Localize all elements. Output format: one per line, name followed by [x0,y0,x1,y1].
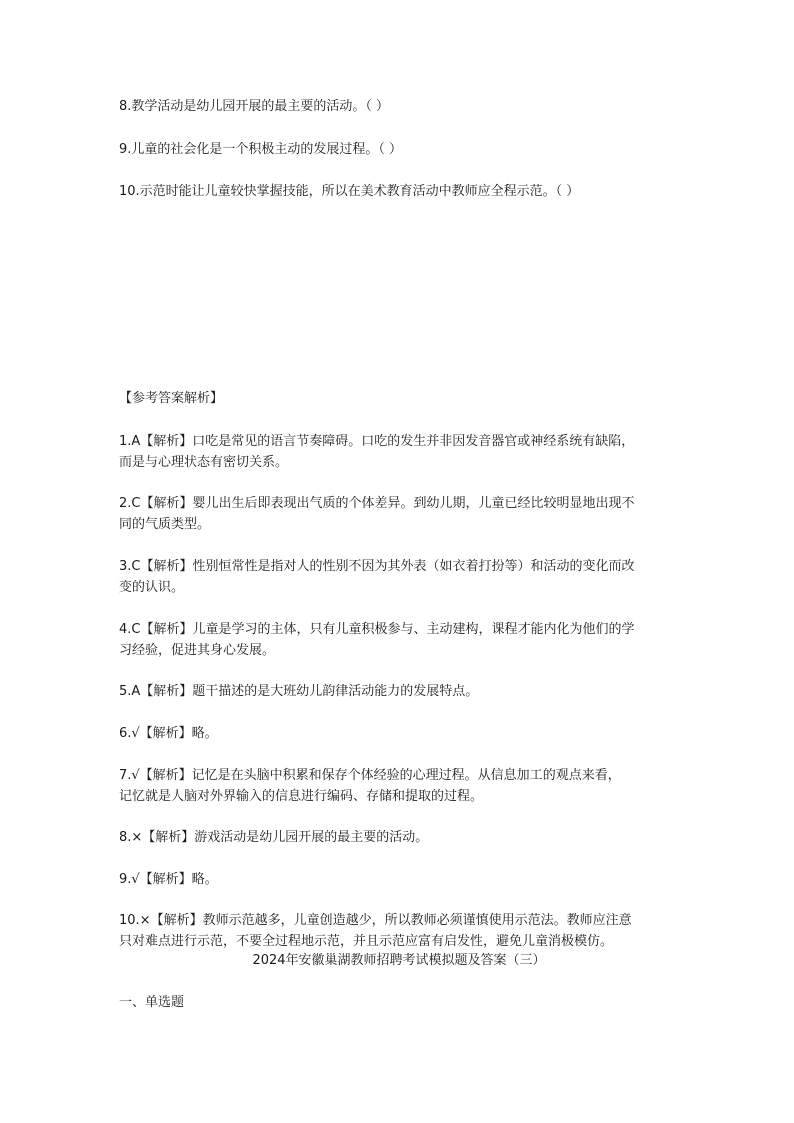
answer-10 [119,910,679,952]
answer-2 [119,493,679,535]
answer-7 [119,765,679,807]
answers-heading: 【参考答案解析】 [119,391,224,406]
answer-10-line-2: 只对难点进行示范，不要全过程地示范，并且示范应富有启发性，避免儿童消极模仿。 [119,934,614,949]
answer-4-line-2: 习经验，促进其身心发展。 [119,643,276,658]
answer-3 [119,556,679,598]
answer-7-line-2: 记忆就是人脑对外界输入的信息进行编码、存储和提取的过程。 [119,789,484,804]
answer-1-line-2: 而是与心理状态有密切关系。 [119,455,289,470]
answer-10-line-1: 10.×【解析】教师示范越多，儿童创造越少，所以教师必须谨慎使用示范法。教师应注意 [119,913,632,928]
answer-6: 6.√【解析】略。 [119,726,218,741]
answer-4 [119,619,679,661]
answer-9: 9.√【解析】略。 [119,872,218,887]
answer-7-line-1: 7.√【解析】记忆是在头脑中积累和保存个体经验的心理过程。从信息加工的观点来看， [119,768,621,783]
answer-1 [119,431,679,473]
answer-3-line-2: 变的认识。 [119,580,185,595]
answer-3-line-1: 3.C【解析】性别恒常性是指对人的性别不因为其外表（如衣着打扮等）和活动的变化而改 [119,559,635,574]
answer-2-line-1: 2.C【解析】婴儿出生后即表现出气质的个体差异。到幼儿期，儿童已经比较明显地出现不 [119,496,635,511]
section-subheading: 一、单选题 [119,995,185,1010]
answer-4-line-1: 4.C【解析】儿童是学习的主体，只有儿童积极参与、主动建构，课程才能内化为他们的学 [119,622,635,637]
answer-2-line-2: 同的气质类型。 [119,517,211,532]
answer-1-line-1: 1.A【解析】口吃是常见的语言节奏障碍。口吃的发生并非因发音器官或神经系统有缺陷， [119,434,635,449]
answer-8: 8.×【解析】游戏活动是幼儿园开展的最主要的活动。 [119,830,429,845]
next-section-title: 2024年安徽巢湖教师招聘考试模拟题及答案（三） [252,953,546,968]
question-8: 8.教学活动是幼儿园开展的最主要的活动。（ ） [119,99,390,114]
answer-5: 5.A【解析】题干描述的是大班幼儿韵律活动能力的发展特点。 [119,684,479,699]
question-9: 9.儿童的社会化是一个积极主动的发展过程。（ ） [119,142,403,157]
question-10: 10.示范时能让儿童较快掌握技能，所以在美术教育活动中教师应全程示范。（ ） [119,184,580,199]
